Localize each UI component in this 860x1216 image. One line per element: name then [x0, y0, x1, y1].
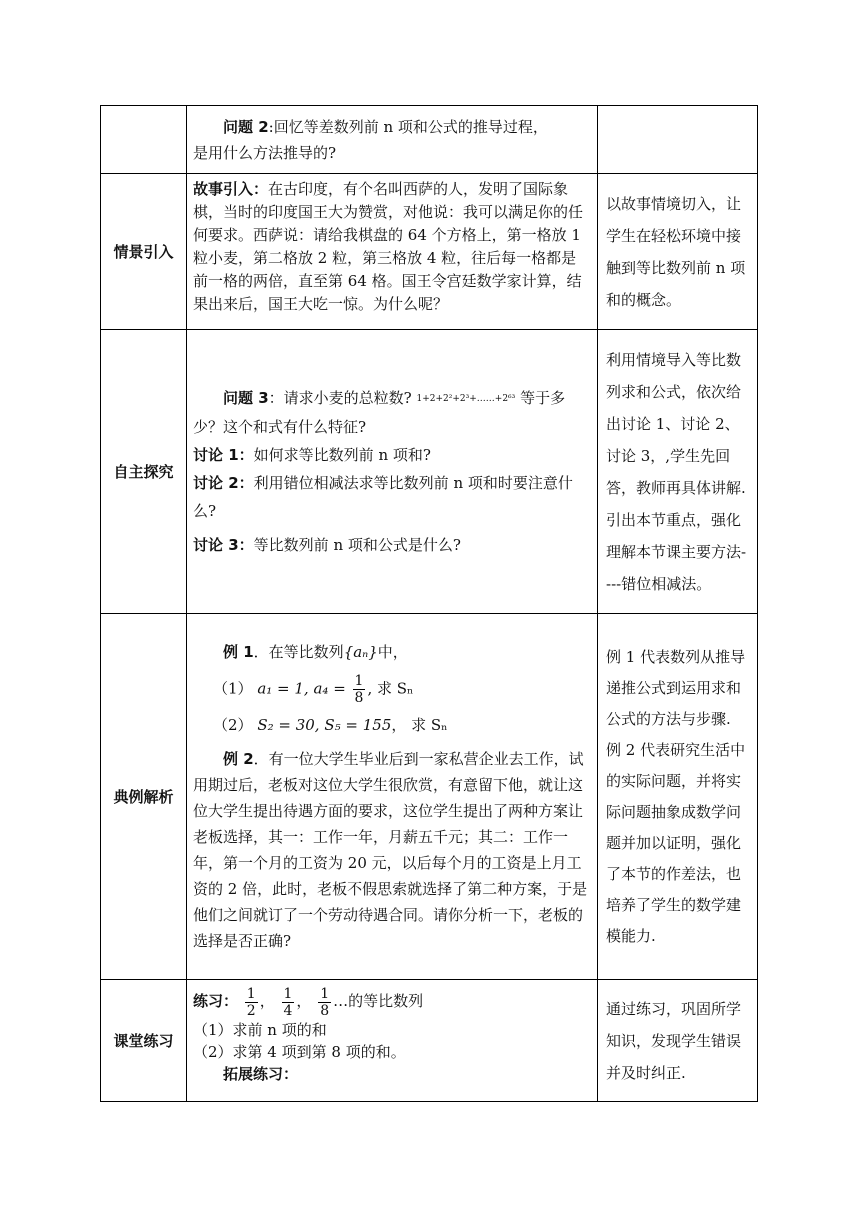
section-cell: 典例解析 [101, 614, 187, 980]
example-label: 例 1 [223, 643, 254, 661]
content-cell: 例 1．在等比数列{aₙ}中， （1） a₁ = 1, a₄ = $\frac{1}{8}$ , 求 Sₙ （2） S₂ = 30, S₅ = 155， 求 Sₙ 例 2．有一位大学生毕业后到一家私营企业去工作，试用期过后，老板对这位大学生很欣赏，有意留下他，就让这位大学生提出待遇方面的要求，这位学生提出了两种方案让老板选择，其一：工作一年，月薪五千元；其二：工作一年，第一个月的工资为 20 元，以后每个月的工资是上月工资的 2 倍，此时，老板不假思索就选择了第二种方案，于是他们之间就订了一个劳动待遇合同。请你分析一下，老板的选择是否正确? [187, 614, 598, 980]
notes-cell: 以故事情境切入，让学生在轻松环境中接触到等比数列前 n 项和的概念。 [598, 174, 758, 330]
content-cell: 练习： $\frac{1}{2}$ ， $\frac{1}{4}$ ， $\frac{1}{8}$ …的等比数列 （1）求前 n 项的和 （2）求第 4 项到第 8 项的和。 拓展练习： [187, 980, 598, 1102]
section-cell: 情景引入 [101, 174, 187, 330]
content-cell: 故事引入：在古印度，有个名叫西萨的人，发明了国际象棋，当时的印度国王大为赞赏，对他说：我可以满足你的任何要求。西萨说：请给我棋盘的 64 个方格上，第一格放 1 粒小麦，第二格放 2 粒，第三格放 4 粒，往后每一格都是前一格的两倍，直至第 64 格。国王令宫廷数学家计算，结果出来后，国王大吃一惊。为什么呢？ [187, 174, 598, 330]
example-label: 例 2 [223, 750, 254, 768]
formula: a₁ = 1, a₄ = [257, 679, 346, 698]
sum-formula: 1+2+2²+2³+……+2⁶³ [416, 394, 516, 404]
table-row [101, 330, 758, 614]
section-cell [101, 106, 187, 174]
content-cell: 问题 3：请求小麦的总粒数? 1+2+2²+2³+……+2⁶³ 等于多少？这个和式有什么特征? 讨论 1：如何求等比数列前 n 项和? 讨论 2：利用错位相减法求等比数列前 n 项和时要注意什么? 讨论 3：等比数列前 n 项和公式是什么? [187, 330, 598, 614]
question-label: 问题 2 [223, 117, 269, 136]
content-cell: 问题 2:回忆等差数列前 n 项和公式的推导过程， 是用什么方法推导的? [187, 106, 598, 174]
discussion-label: 讨论 3： [193, 536, 254, 554]
question-label: 问题 3 [223, 389, 269, 407]
notes-cell: 例 1 代表数列从推导递推公式到运用求和公式的方法与步骤. 例 2 代表研究生活中的实际问题，并将实际问题抽象成数学问题并加以证明，强化了本节的作差法，也培养了学生的数学建模能力. [598, 614, 758, 980]
notes-cell: 利用情境导入等比数列求和公式，依次给出讨论 1、讨论 2、讨论 3，,学生先回答，教师再具体讲解.引出本节重点，强化理解本节课主要方法----错位相减法。 [598, 330, 758, 614]
extension-label: 拓展练习： [223, 1064, 299, 1083]
fraction: $\frac{1}{4}$ [283, 985, 293, 1019]
story-label: 故事引入： [193, 180, 269, 198]
fraction: $\frac{1}{8}$ [354, 673, 364, 706]
table-row [101, 174, 758, 330]
notes-cell [598, 106, 758, 174]
discussion-label: 讨论 1： [193, 446, 254, 464]
fraction: $\frac{1}{8}$ [320, 985, 330, 1019]
fraction: $\frac{1}{2}$ [246, 985, 256, 1019]
section-cell: 课堂练习 [101, 980, 187, 1102]
notes-cell: 通过练习，巩固所学知识，发现学生错误并及时纠正. [598, 980, 758, 1102]
formula: S₂ = 30, S₅ = 155 [257, 716, 392, 734]
table-row [101, 106, 758, 174]
lesson-table [100, 105, 758, 1102]
sequence-symbol: {aₙ} [343, 643, 378, 661]
exercise-label: 练习： [193, 992, 239, 1010]
section-cell: 自主探究 [101, 330, 187, 614]
table-row [101, 614, 758, 980]
discussion-label: 讨论 2： [193, 474, 254, 492]
table-row [101, 980, 758, 1102]
